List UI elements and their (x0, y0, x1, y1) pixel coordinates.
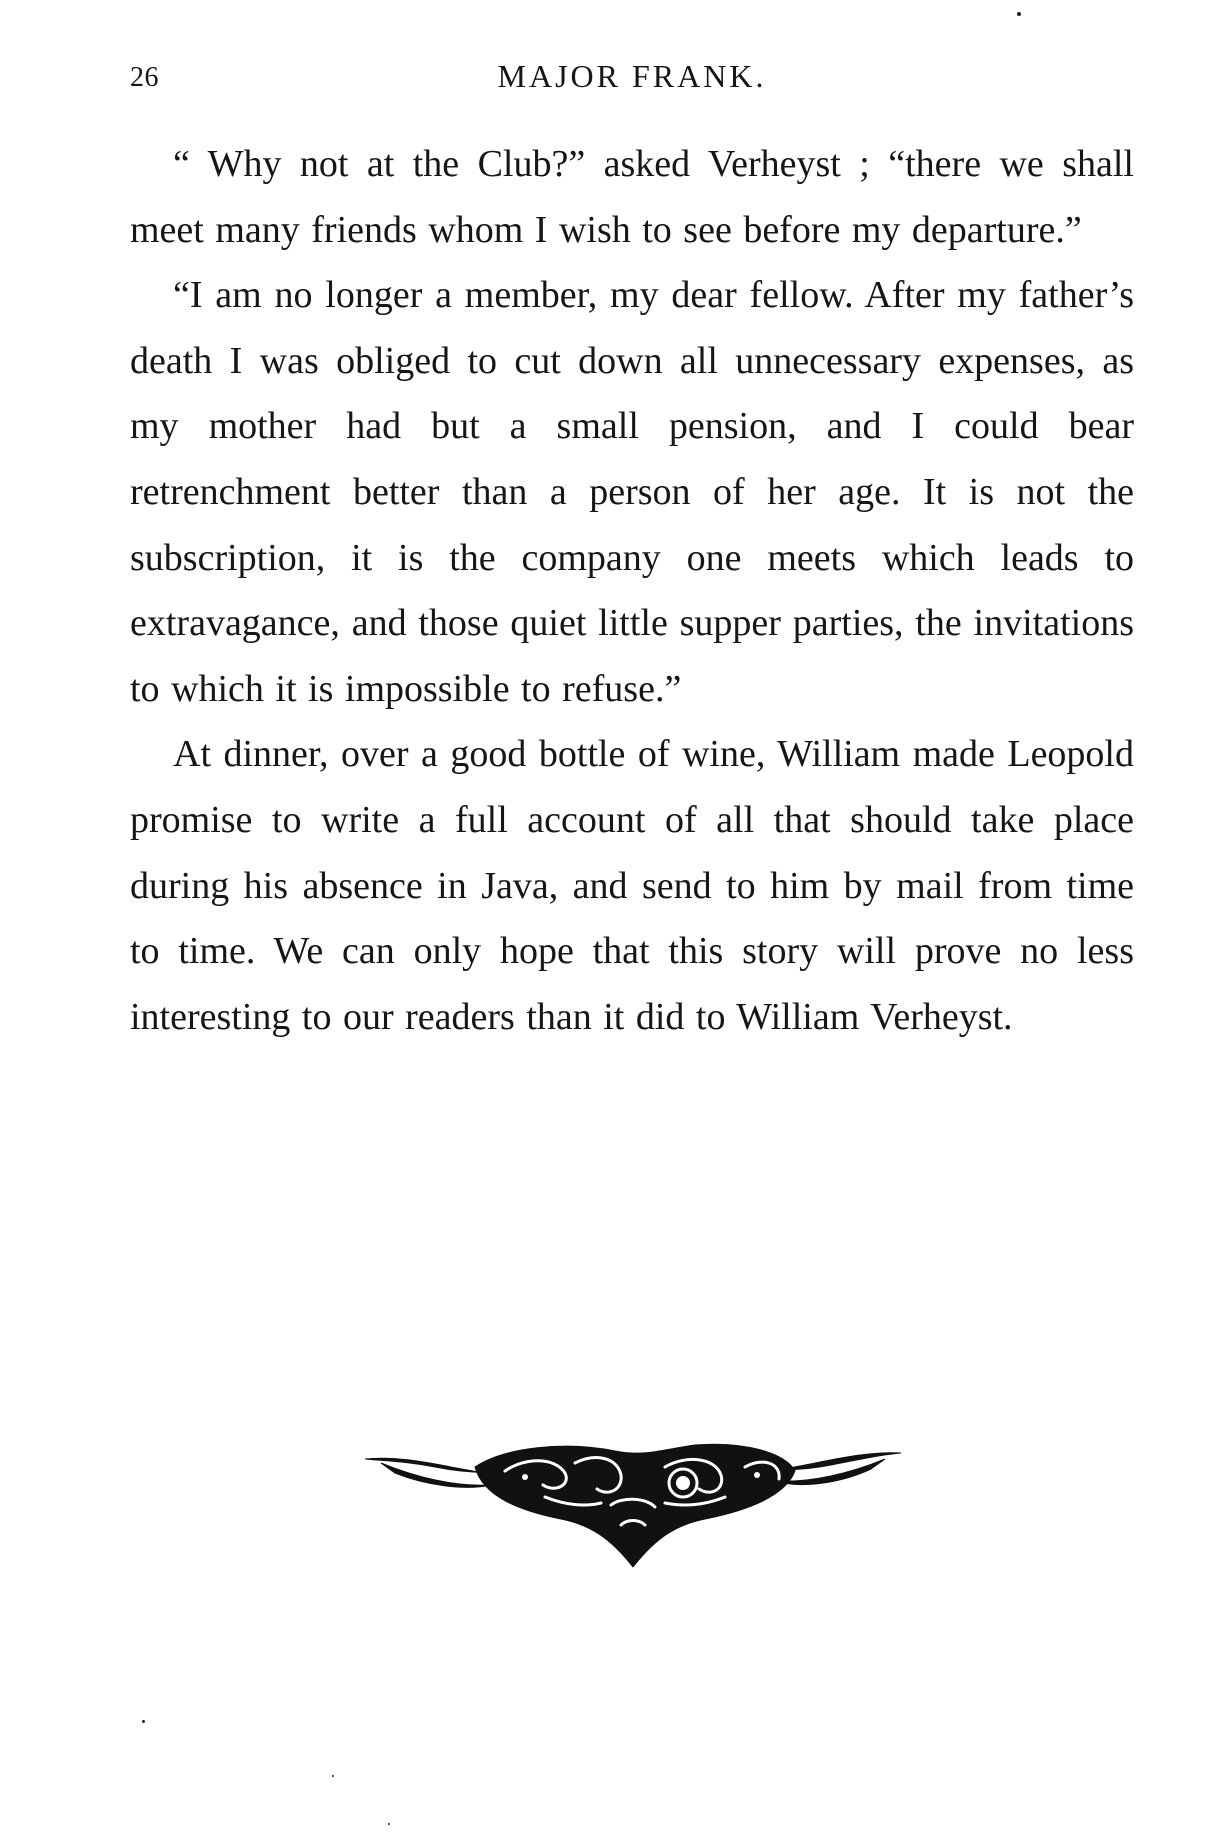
running-head (130, 58, 1134, 108)
ink-speck (142, 1720, 145, 1723)
ink-speck (388, 1823, 390, 1825)
tailpiece-ornament-icon (365, 1427, 901, 1569)
paragraph-dinner: At dinner, over a good bottle of wine, William made Leopold promise to write a full account of all that should take place during his absence in Java, and send to him by mail from time to time. We can only hope that this story will prove no less interesting to our readers than it did to William Verheyst. (130, 733, 1134, 1038)
body-text (130, 132, 1134, 1050)
paragraph-club-question: “ Why not at the Club?” asked Verheyst ; “there we shall meet many friends whom I wish to see before my departure.” (130, 143, 1134, 251)
page-number: 26 (130, 62, 159, 93)
ink-speck (1017, 12, 1021, 16)
paragraph-no-longer-member: “I am no longer a member, my dear fellow. After my father’s death I was obliged to cut down all unnecessary expenses, as my mother had but a small pension, and I could bear retrenchment better than a person of her age. It is not the subscription, it is the company one meets which leads to extravagance, and those quiet little supper parties, the invitations to which it is impossible to refuse.” (130, 274, 1134, 710)
running-title: MAJOR FRANK. (497, 58, 767, 94)
ink-speck (332, 1775, 334, 1777)
